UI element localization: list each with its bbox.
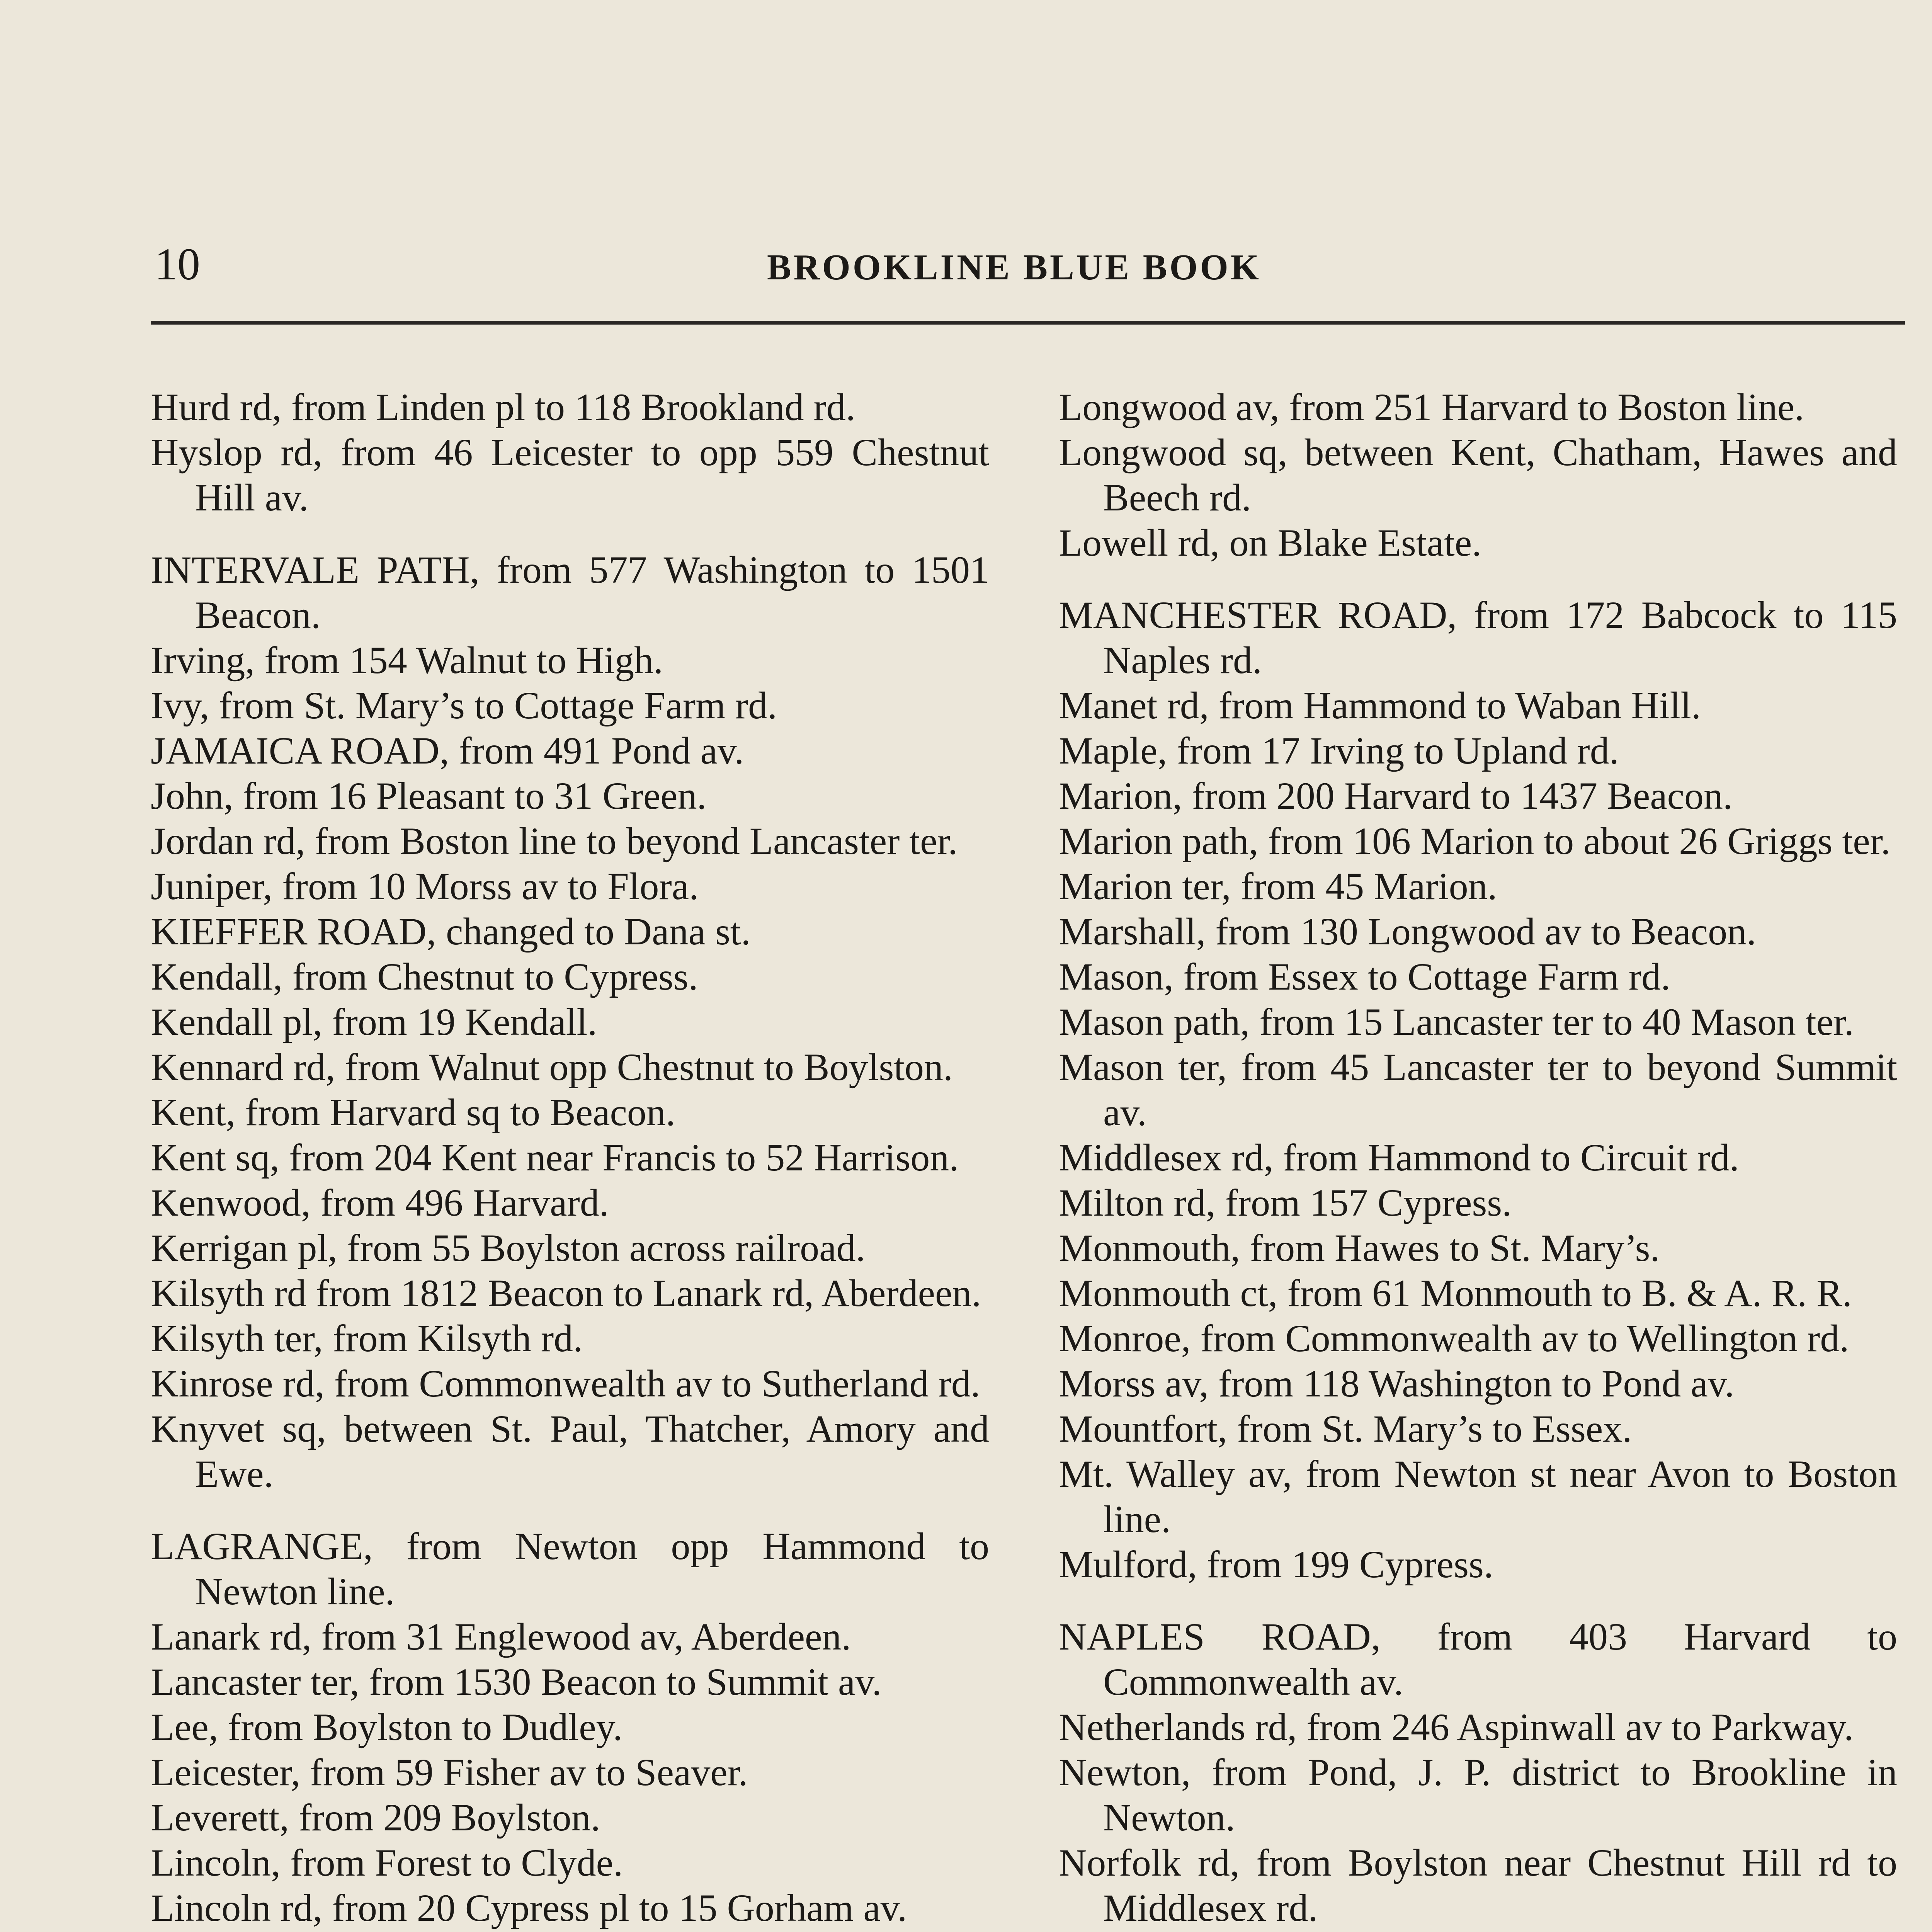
street-entry: Netherlands rd, from 246 Aspinwall av to Parkway.: [1059, 1706, 1854, 1748]
page-number: 10: [155, 239, 200, 289]
street-entry: KIEFFER ROAD, changed to Dana st.: [151, 910, 751, 953]
street-entry: Marshall, from 130 Longwood av to Beacon.: [1059, 910, 1757, 953]
street-entry: Newton, from Pond, J. P. district to Brookline in Newton.: [1059, 1751, 1897, 1839]
street-entry: Leverett, from 209 Boylston.: [151, 1796, 600, 1839]
street-entry: Kent sq, from 204 Kent near Francis to 52 Harrison.: [151, 1136, 959, 1179]
street-entry: Mountfort, from St. Mary’s to Essex.: [1059, 1407, 1632, 1450]
street-entry: Manet rd, from Hammond to Waban Hill.: [1059, 684, 1701, 727]
street-entry: Kilsyth rd from 1812 Beacon to Lanark rd, Aberdeen.: [151, 1272, 981, 1315]
street-entry: Hyslop rd, from 46 Leicester to opp 559 Chestnut Hill av.: [151, 431, 989, 519]
street-entry: Hurd rd, from Linden pl to 118 Brookland rd.: [151, 386, 855, 429]
street-entry: Lee, from Boylston to Dudley.: [151, 1706, 623, 1748]
street-entry: MANCHESTER ROAD, from 172 Babcock to 115 Naples rd.: [1059, 594, 1897, 682]
street-entry: Lincoln rd, from 20 Cypress pl to 15 Gorham av.: [151, 1886, 907, 1929]
street-entry: Kilsyth ter, from Kilsyth rd.: [151, 1317, 583, 1360]
street-entry: Mason, from Essex to Cottage Farm rd.: [1059, 955, 1671, 998]
left-column: [151, 384, 989, 1932]
street-entry: Ivy, from St. Mary’s to Cottage Farm rd.: [151, 684, 777, 727]
street-entry: JAMAICA ROAD, from 491 Pond av.: [151, 729, 744, 772]
street-entry: Monmouth, from Hawes to St. Mary’s.: [1059, 1226, 1660, 1269]
street-entry: Marion ter, from 45 Marion.: [1059, 865, 1497, 908]
street-entry: Juniper, from 10 Morss av to Flora.: [151, 865, 699, 908]
right-column: [1059, 384, 1897, 1932]
street-entry: Mt. Walley av, from Newton st near Avon to Boston line.: [1059, 1452, 1897, 1541]
street-entry: Irving, from 154 Walnut to High.: [151, 639, 663, 682]
street-entry: Kendall pl, from 19 Kendall.: [151, 1000, 597, 1043]
street-entry: Lowell rd, on Blake Estate.: [1059, 521, 1482, 564]
street-entry: Marion path, from 106 Marion to about 26 Griggs ter.: [1059, 820, 1891, 862]
street-entry: Kenwood, from 496 Harvard.: [151, 1181, 609, 1224]
running-head: BROOKLINE BLUE BOOK: [767, 247, 1261, 287]
street-entry: [151, 1930, 989, 1932]
street-entry: Maple, from 17 Irving to Upland rd.: [1059, 729, 1619, 772]
header-rule: [151, 321, 1905, 325]
street-entry: Mulford, from 199 Cypress.: [1059, 1543, 1493, 1586]
street-entry: Lanark rd, from 31 Englewood av, Aberdeen.: [151, 1615, 851, 1658]
street-entry: LAGRANGE, from Newton opp Hammond to Newton line.: [151, 1525, 989, 1613]
street-entry: Jordan rd, from Boston line to beyond Lancaster ter.: [151, 820, 958, 862]
street-entry: Kinrose rd, from Commonwealth av to Sutherland rd.: [151, 1362, 980, 1405]
street-entry: NAPLES ROAD, from 403 Harvard to Commonwealth av.: [1059, 1615, 1897, 1703]
street-entry: Knyvet sq, between St. Paul, Thatcher, Amory and Ewe.: [151, 1407, 989, 1495]
street-entry: Middlesex rd, from Hammond to Circuit rd.: [1059, 1136, 1739, 1179]
street-entry: Monmouth ct, from 61 Monmouth to B. & A. R. R.: [1059, 1272, 1852, 1315]
street-entry: Marion, from 200 Harvard to 1437 Beacon.: [1059, 774, 1733, 817]
street-entry: Kennard rd, from Walnut opp Chestnut to Boylston.: [151, 1046, 953, 1088]
street-entry: Mason path, from 15 Lancaster ter to 40 Mason ter.: [1059, 1000, 1854, 1043]
street-entry: Longwood sq, between Kent, Chatham, Hawes and Beech rd.: [1059, 431, 1897, 519]
street-entry: INTERVALE PATH, from 577 Washington to 1501 Beacon.: [151, 548, 989, 636]
street-entry: Milton rd, from 157 Cypress.: [1059, 1181, 1512, 1224]
street-entry: Longwood av, from 251 Harvard to Boston line.: [1059, 386, 1804, 429]
street-entry: Norfolk rd, from Boylston near Chestnut Hill rd to Middlesex rd.: [1059, 1841, 1897, 1929]
street-entry: John, from 16 Pleasant to 31 Green.: [151, 774, 707, 817]
street-entry: Leicester, from 59 Fisher av to Seaver.: [151, 1751, 748, 1794]
street-entry: Kendall, from Chestnut to Cypress.: [151, 955, 698, 998]
street-entry: Kent, from Harvard sq to Beacon.: [151, 1091, 675, 1134]
street-entry: Monroe, from Commonwealth av to Wellington rd.: [1059, 1317, 1849, 1360]
street-entry: Morss av, from 118 Washington to Pond av.: [1059, 1362, 1735, 1405]
street-entry: Lincoln, from Forest to Clyde.: [151, 1841, 623, 1884]
street-entry: Mason ter, from 45 Lancaster ter to beyond Summit av.: [1059, 1046, 1897, 1134]
street-entry: Lancaster ter, from 1530 Beacon to Summit av.: [151, 1660, 882, 1703]
street-entry: [1059, 1930, 1897, 1932]
street-entry: Kerrigan pl, from 55 Boylston across railroad.: [151, 1226, 866, 1269]
